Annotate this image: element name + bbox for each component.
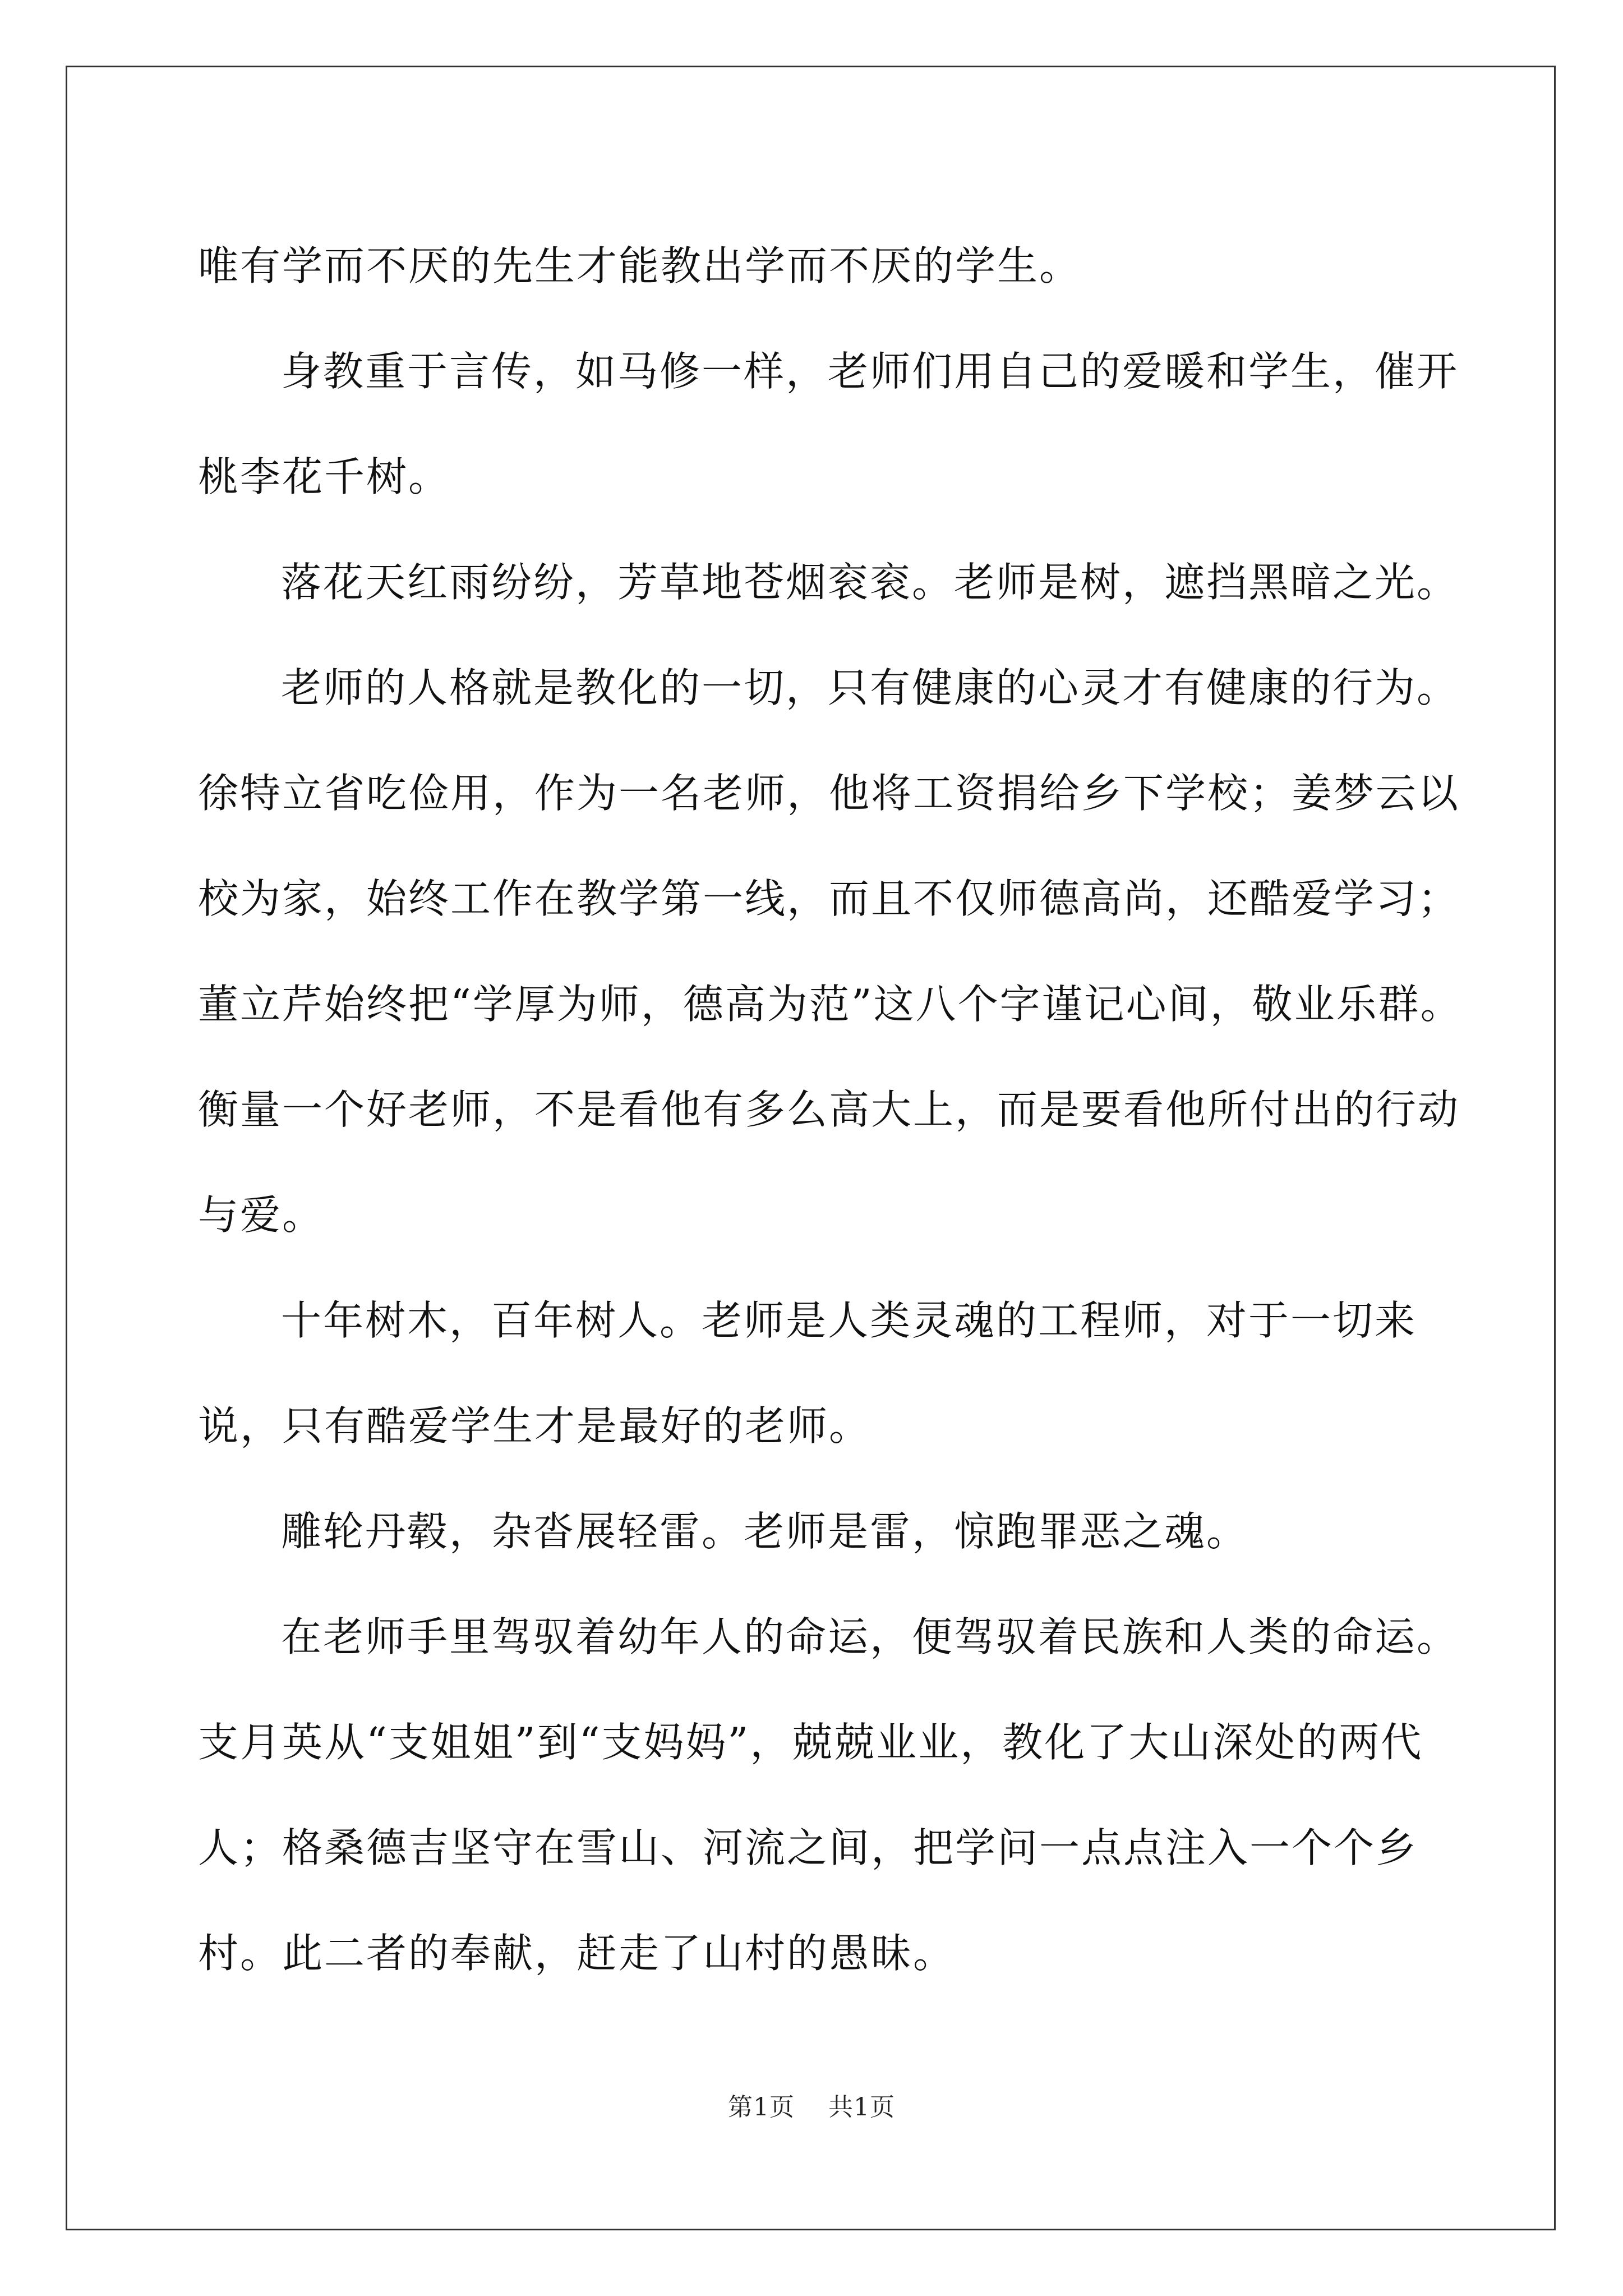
paragraph-1: 唯有学而不厌的先生才能教出学而不厌的学生。 bbox=[198, 242, 1082, 289]
paragraph-5: 十年树木，百年树人。老师是人类灵魂的工程师，对于一切来说，只有酷爱学生才是最好的老师。 bbox=[198, 1297, 1417, 1450]
paragraph-7: 在老师手里驾驭着幼年人的命运，便驾驭着民族和人类的命运。支月英从“支姐姐”到“支妈妈”，兢兢业业，教化了大山深处的两代人；格桑德吉坚守在雪山、河流之间，把学问一点点注入一个个乡村。此二者的奉献，赶走了山村的愚昧。 bbox=[198, 1613, 1459, 1977]
document-body bbox=[198, 213, 1482, 2006]
paragraph-3: 落花天红雨纷纷，芳草地苍烟衮衮。老师是树，遮挡黑暗之光。 bbox=[281, 559, 1459, 606]
paragraph-6: 雕轮丹毂，杂沓展轻雷。老师是雷，惊跑罪恶之魂。 bbox=[281, 1508, 1249, 1555]
page-footer bbox=[0, 2087, 1623, 2123]
page-total: 共1页 bbox=[828, 2093, 895, 2122]
page-number: 第1页 bbox=[728, 2093, 795, 2122]
paragraph-4: 老师的人格就是教化的一切，只有健康的心灵才有健康的行为。徐特立省吃俭用，作为一名老师，他将工资捐给乡下学校；姜梦云以校为家，始终工作在教学第一线，而且不仅师德高尚，还酷爱学习；董立芹始终把“学厚为师，德高为范”这八个字谨记心间，敬业乐群。衡量一个好老师，不是看他有多么高大上，而是要看他所付出的行动与爱。 bbox=[198, 664, 1463, 1239]
paragraph-2: 身教重于言传，如马修一样，老师们用自己的爱暖和学生，催开桃李花千树。 bbox=[198, 348, 1459, 500]
